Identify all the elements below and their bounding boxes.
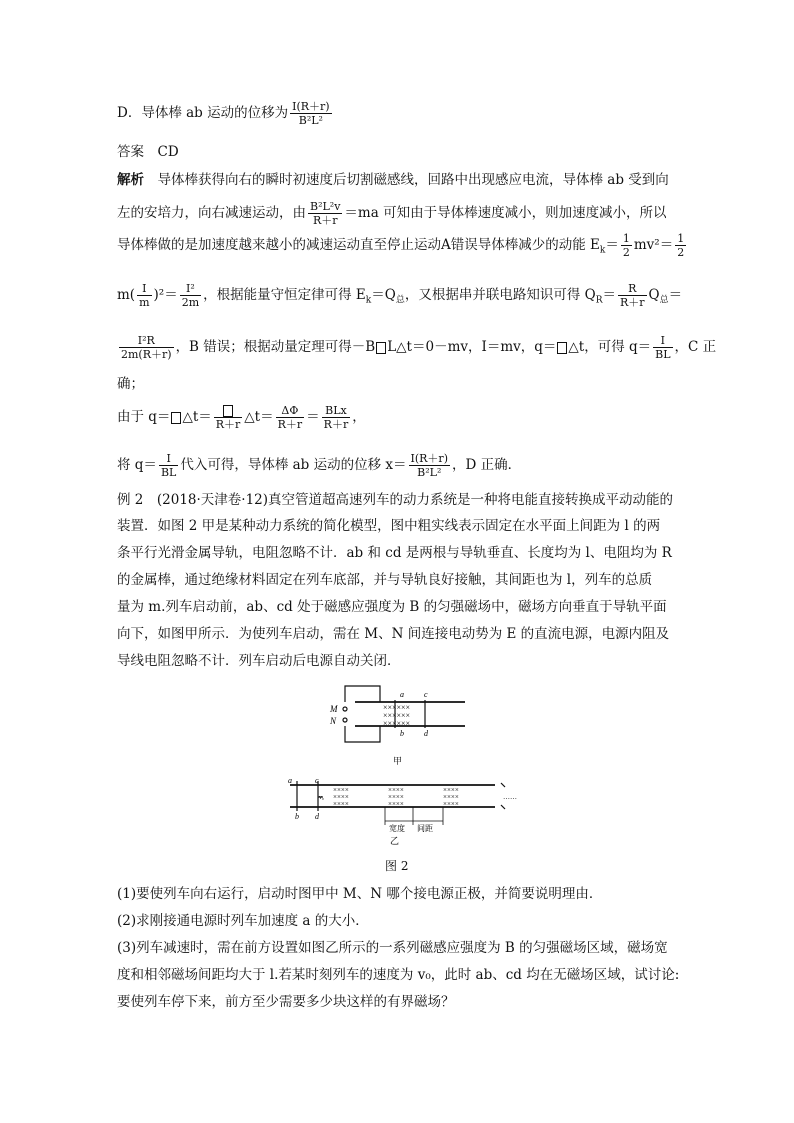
wire-bottom (345, 726, 380, 742)
example-line-3: 条平行光滑金属导轨，电阻忽略不计．ab 和 cd 是两根与导轨垂直、长度均为 l、电阻均为 R (117, 545, 672, 561)
unreadable-symbol (376, 342, 386, 354)
question-3-line-2: 度和相邻磁场间距均大于 l.若某时刻列车的速度为 v₀，此时 ab、cd 均在无磁场区域，试讨论: (117, 967, 680, 983)
rail-break-bottom (501, 805, 505, 809)
example-line-4: 的金属棒，通过绝缘材料固定在列车底部，并与导轨良好接触，其间距也为 l，列车的总质 (117, 572, 653, 588)
example-line-1: 例 2 (2018·天津卷·12)真空管道超高速列车的动力系统是一种将电能直接转换成平动动能的 (117, 492, 674, 508)
unreadable-symbol (171, 412, 181, 424)
field-a-row-1: ×××× (333, 786, 349, 794)
label-gap: 间距 (417, 824, 433, 833)
label-n: N (330, 716, 337, 726)
unreadable-symbol (557, 342, 567, 354)
field-a-row-3: ×××× (333, 800, 349, 808)
rail-break-top (501, 783, 505, 787)
label-v0: v₀ (319, 795, 325, 801)
figure-jia (325, 682, 470, 772)
wire-top (345, 686, 380, 702)
caption-yi: 乙 (390, 836, 400, 846)
analysis-line-5: $\frac{\text{I²R}}{2m(R+r)}$ ，B 错误；根据动量定理可得－B L△t＝0－mv，I＝mv，q＝ △t，可得 q＝ $\frac{I}{BL}$ ，C 正 (121, 334, 717, 361)
example-line-6: 向下，如图甲所示．为使列车启动，需在 M、N 间连接电动势为 E 的直流电源，电源内阻及 (117, 626, 670, 642)
example-line-7: 导线电阻忽略不计．列车启动后电源自动关闭． (117, 653, 401, 669)
label-b: b (400, 729, 404, 738)
field-c-row-1: ×××× (443, 786, 459, 794)
unreadable-symbol (223, 405, 233, 417)
question-3-line-1: (3)列车减速时，需在前方设置如图乙所示的一系列磁感应强度为 B 的匀强磁场区域，磁场宽 (117, 940, 668, 956)
continuation-dots: …… (503, 793, 517, 801)
option-d: D．导体棒 ab 运动的位移为 $\frac{I(R+r)}{\text{B²L²}}$ (117, 100, 330, 127)
label-d: d (424, 729, 428, 738)
analysis-line-6: 确； (117, 376, 144, 392)
label-a: a (400, 690, 404, 699)
field-row-3: ×××××× (383, 719, 411, 728)
example-line-2: 装置．如图 2 甲是某种动力系统的简化模型，图中粗实线表示固定在水平面上间距为 l 的两 (117, 518, 661, 534)
field-b-row-2: ×××× (388, 793, 404, 801)
field-row-2: ×××××× (383, 711, 411, 720)
question-2: (2)求刚接通电源时列车加速度 a 的大小． (117, 913, 369, 929)
field-c-row-3: ×××× (443, 800, 459, 808)
label-c-yi: c (315, 776, 319, 785)
example-line-5: 量为 m.列车启动前，ab、cd 处于磁感应强度为 B 的匀强磁场中，磁场方向垂直于导轨平面 (117, 599, 667, 615)
label-b-yi: b (295, 812, 299, 821)
field-row-1: ×××××× (383, 703, 411, 712)
analysis-line-1: 解析 导体棒获得向右的瞬时初速度后切割磁感线，回路中出现感应电流，导体棒 ab 受到向 (117, 172, 669, 188)
answer-line: 答案 CD (117, 144, 179, 160)
label-width: 宽度 (389, 824, 405, 833)
field-b-row-3: ×××× (388, 800, 404, 808)
figure-yi (285, 775, 520, 847)
field-c-row-2: ×××× (443, 793, 459, 801)
analysis-line-2: 左的安培力，向右减速运动，由 $\frac{\text{B²L²v}}{R+r}$ ＝ma 可知由于导体棒速度减小，则加速度减小，所以 (117, 200, 667, 227)
analysis-line-8: 将 q＝ $\frac{I}{BL}$ 代入可得，导体棒 ab 运动的位移 x＝ $\frac{I(R+r)}{\text{B²L²}}$ ，D 正确． (117, 452, 522, 479)
label-d-yi: d (315, 812, 319, 821)
option-d-fraction: $\frac{I(R+r)}{\text{B²L²}}$ (292, 100, 330, 127)
analysis-line-4: m( $\frac{I}{m}$ )²＝ $\frac{\text{I²}}{2m}$ ，根据能量守恒定律可得 $E_k=Q_总$，又根据串并联电路知识可得 $Q_R=$ $\frac{R}{R+r}$ $Q_总=$ (117, 282, 683, 309)
figure-caption: 图 2 (385, 859, 409, 873)
analysis-line-3: 导体棒做的是加速度越来越小的减速运动直至停止运动A错误导体棒减少的动能 $E_k=$ $\frac{1}{2}$ mv²＝ $\frac{1}{2}$ (117, 232, 685, 259)
question-1: (1)要使列车向右运行，启动时图甲中 M、N 哪个接电源正极，并简要说明理由． (117, 886, 603, 902)
terminal-n (343, 718, 347, 722)
analysis-line-7: 由于 q＝ △t＝ R＋r △t＝ $\frac{\Delta\Phi}{R+r}$ ＝ $\frac{\text{BLx}}{R+r}$ ， (117, 404, 366, 431)
label-a-yi: a (288, 776, 292, 785)
terminal-m (343, 707, 347, 711)
field-a-row-2: ×××× (333, 793, 349, 801)
field-b-row-1: ×××× (388, 786, 404, 794)
caption-jia: 甲 (393, 756, 403, 766)
label-c: c (424, 690, 428, 699)
label-m: M (330, 704, 338, 714)
question-3-line-3: 要使列车停下来，前方至少需要多少块这样的有界磁场？ (117, 994, 455, 1010)
